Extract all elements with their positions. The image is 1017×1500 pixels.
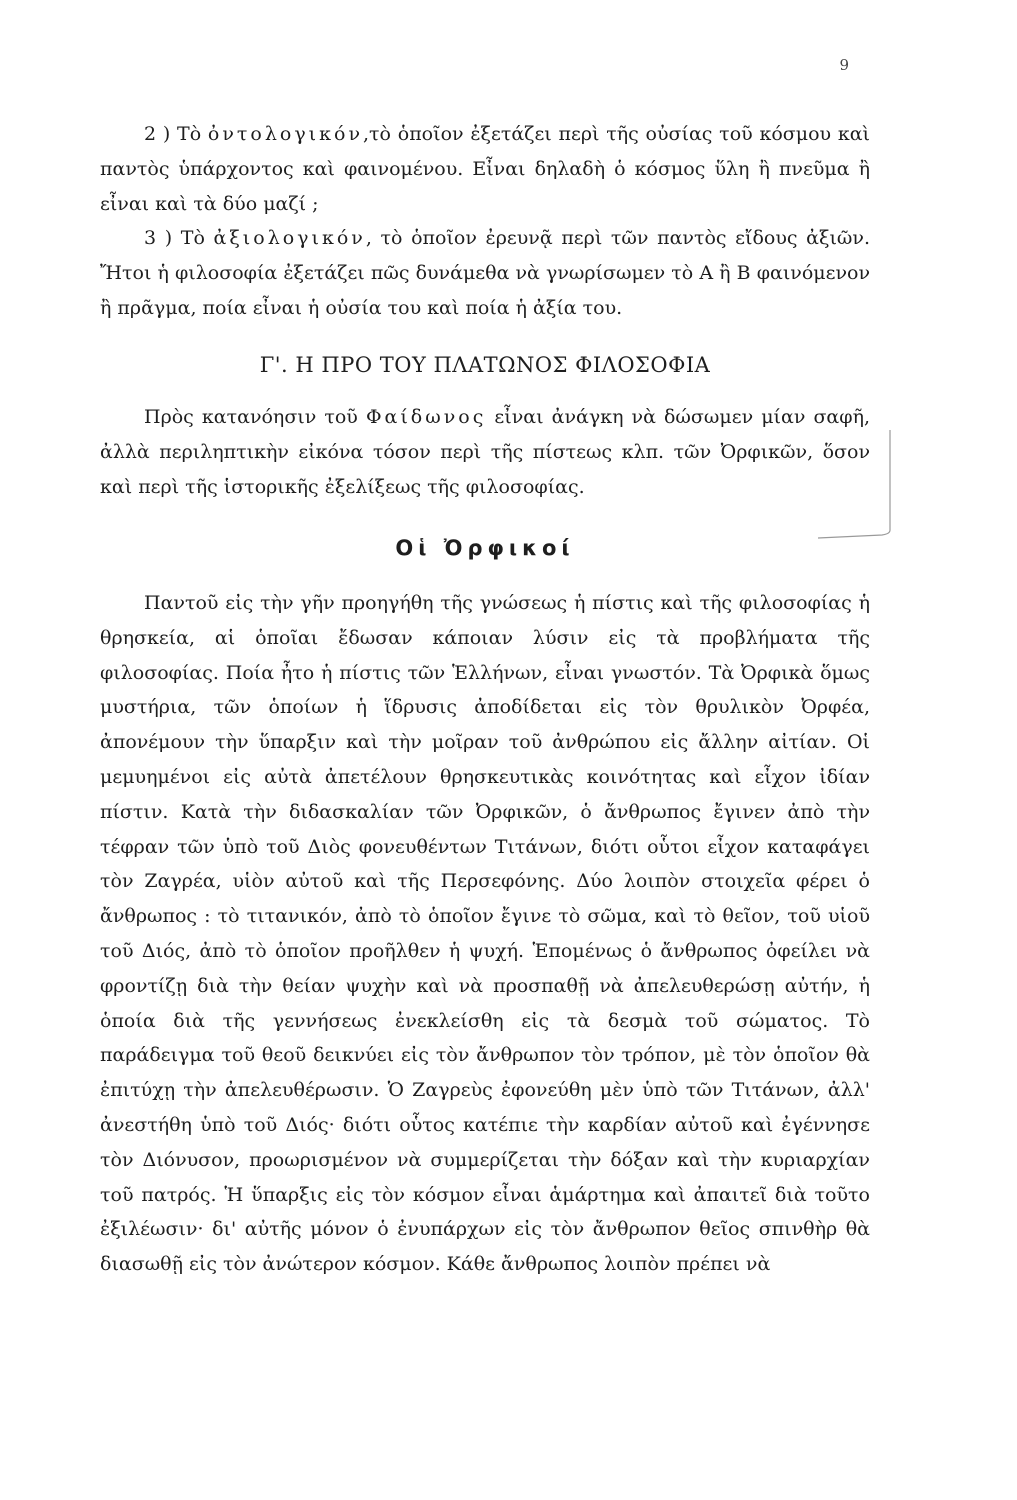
scan-mark-line bbox=[818, 430, 898, 550]
section-heading: Γ'. Η ΠΡΟ ΤΟΥ ΠΛΑΤΩΝΟΣ ΦΙΛΟΣΟΦΙΑ bbox=[259, 353, 711, 377]
paragraph-ontological bbox=[100, 117, 870, 221]
page-number: 9 bbox=[839, 56, 849, 74]
paragraph-lead: 2 ) Τὸ bbox=[144, 123, 208, 145]
paragraph-lead: 3 ) Τὸ bbox=[144, 227, 214, 250]
paragraph-phaedo-intro bbox=[100, 400, 870, 504]
subsection-heading: Οἱ Ὀρφικοί bbox=[395, 536, 575, 560]
spaced-term-phaedo: Φαίδωνος bbox=[365, 406, 487, 428]
paragraph-body: εἶναι ἀνάγκη νὰ δώσωμεν μίαν σαφῆ, ἀλλὰ περιληπτικὴν εἰκόνα τόσον περὶ τῆς πίστεως κλπ. τῶν Ὀρφικῶν, ὅσον καὶ περὶ τῆς ἱστορικῆς ἐξελίξεως τῆς φιλοσοφίας. bbox=[100, 406, 870, 498]
text-block-intro bbox=[100, 400, 870, 504]
text-block-branches bbox=[100, 117, 870, 326]
paragraph-orphic-doctrine: Παντοῦ εἰς τὴν γῆν προηγήθη τῆς γνώσεως ἡ πίστις καὶ τῆς φιλοσοφίας ἡ θρησκεία, αἱ ὁποῖαι ἔδωσαν κάποιαν λύσιν εἰς τὰ προβλήματα τῆς φιλοσοφίας. Ποία ἦτο ἡ πίστις τῶν Ἑλλήνων, εἶναι γνωστόν. Τὰ Ὀρφικὰ ὅμως μυστήρια, τῶν ὁποίων ἡ ἵδρυσις ἀποδίδεται εἰς τὸν θρυλικὸν Ὀρφέα, ἀπονέμουν τὴν ὕπαρξιν καὶ τὴν μοῖραν τοῦ ἀνθρώπου εἰς ἄλλην αἰτίαν. Οἱ μεμυημένοι εἰς αὐτὰ ἀπετέλουν θρησκευτικὰς κοινότητας καὶ εἶχον ἰδίαν πίστιν. Κατὰ τὴν διδασκαλίαν τῶν Ὀρφικῶν, ὁ ἄνθρωπος ἔγινεν ἀπὸ τὴν τέφραν τῶν ὑπὸ τοῦ Διὸς φονευθέντων Τιτάνων, διότι οὗτοι εἶχον καταφάγει τὸν Ζαγρέα, υἱὸν αὐτοῦ καὶ τῆς Περσεφόνης. Δύο λοιπὸν στοιχεῖα φέρει ὁ ἄνθρωπος : τὸ τιτανικόν, ἀπὸ τὸ ὁποῖον ἔγινε τὸ σῶμα, καὶ τὸ θεῖον, τοῦ υἱοῦ τοῦ Διός, ἀπὸ τὸ ὁποῖον προῆλθεν ἡ ψυχή. Ἑπομένως ὁ ἄνθρωπος ὀφείλει νὰ φροντίζῃ διὰ τὴν θείαν ψυχὴν καὶ νὰ προσπαθῇ νὰ ἀπελευθερώσῃ αὐτήν, ἡ ὁποία διὰ τῆς γεννήσεως ἐνεκλείσθη εἰς τὰ δεσμὰ τοῦ σώματος. Τὸ παράδειγμα τοῦ θεοῦ δεικνύει εἰς τὸν ἄνθρωπον τὸν τρόπον, μὲ τὸν ὁποῖον θὰ ἐπιτύχῃ τὴν ἀπελευθέρωσιν. Ὁ Ζαγρεὺς ἐφονεύθη μὲν ὑπὸ τῶν Τιτάνων, ἀλλ' ἀνεστήθη ὑπὸ τοῦ Διός· διότι οὗτος κατέπιε τὴν καρδίαν αὐτοῦ καὶ ἐγέννησε τὸν Διόνυσον, προωρισμένον νὰ συμμερίζεται τὴν δόξαν καὶ τὴν κυριαρχίαν τοῦ πατρός. Ἡ ὕπαρξις εἰς τὸν κόσμον εἶναι ἁμάρτημα καὶ ἀπαιτεῖ διὰ τοῦτο ἐξιλέωσιν· δι' αὐτῆς μόνον ὁ ἐνυπάρχων εἰς τὸν ἄνθρωπον θεῖος σπινθὴρ θὰ διασωθῇ εἰς τὸν ἀνώτερον κόσμον. Κάθε ἄνθρωπος λοιπὸν πρέπει νὰ bbox=[100, 592, 870, 1276]
spaced-term-ontological: ὀντολογικόν bbox=[207, 123, 363, 145]
spaced-term-axiological: ἀξιολογικόν bbox=[213, 227, 366, 250]
paragraph-body: , τὸ ὁποῖον ἐρευνᾷ περὶ τῶν παντὸς εἴδους ἀξιῶν. Ἤτοι ἡ φιλοσοφία ἐξετάζει πῶς δυνάμεθα νὰ γνωρίσωμεν τὸ Α ἢ Β φαινόμενον ἢ πρᾶγμα, ποία εἶναι ἡ οὐσία του καὶ ποία ἡ ἀξία του. bbox=[100, 227, 871, 319]
text-block-orphics bbox=[100, 586, 870, 1282]
paragraph-body: ,τὸ ὁποῖον ἐξετάζει περὶ τῆς οὐσίας τοῦ κόσμου καὶ παντὸς ὑπάρχοντος καὶ φαινομένου. Εἶναι δηλαδὴ ὁ κόσμος ὕλη ἢ πνεῦμα ἢ εἶναι καὶ τὰ δύο μαζί ; bbox=[100, 123, 870, 215]
paragraph-axiological bbox=[100, 221, 870, 325]
paragraph-lead: Πρὸς κατανόησιν τοῦ bbox=[144, 406, 366, 428]
